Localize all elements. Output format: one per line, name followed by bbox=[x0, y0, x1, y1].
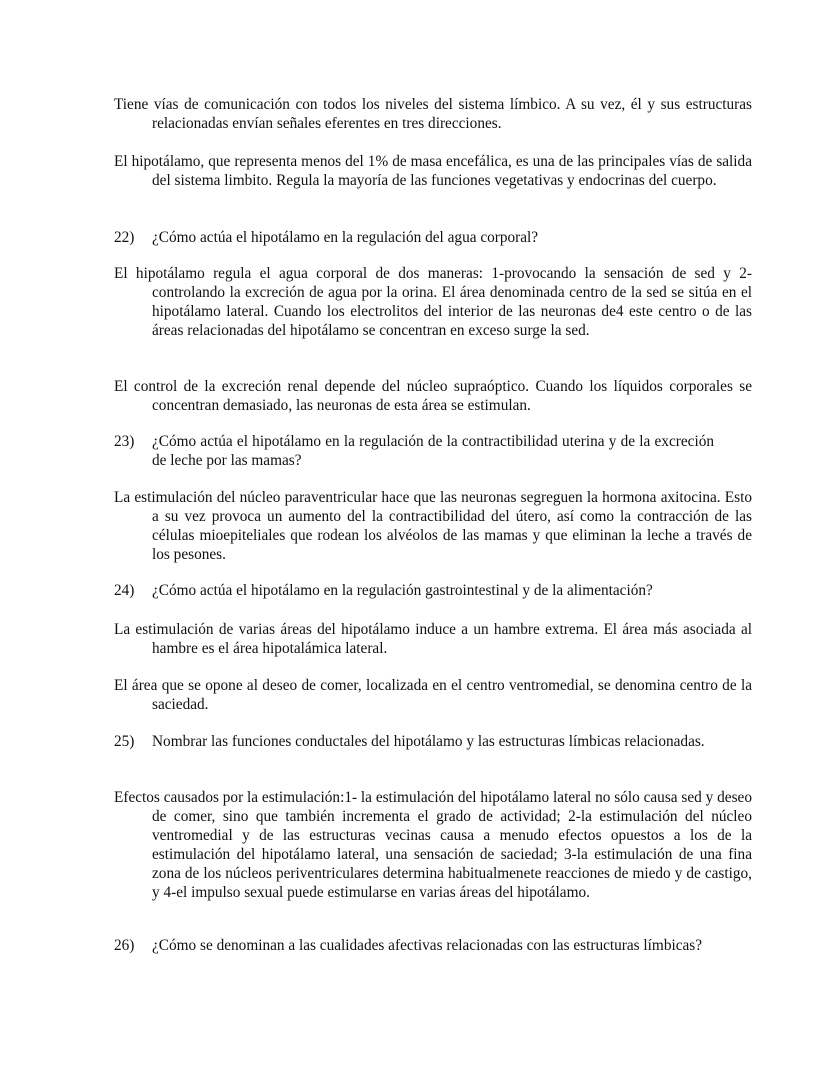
question-number: 24) bbox=[114, 582, 135, 599]
question-number: 23) bbox=[114, 433, 135, 450]
question-number: 25) bbox=[114, 733, 135, 750]
question-number: 26) bbox=[114, 937, 135, 954]
paragraph: El hipotálamo regula el agua corporal de dos maneras: 1-provocando la sensación de sed y 2- controlando la excreción de agua por la orina. El área denominada centro de la sed se sitúa en el hipotálamo lateral. Cuando los electrolitos del interior de las neuronas de4 este centro o de las áreas relacionadas del hipotálamo se concentran en exceso surge la sed. bbox=[114, 265, 752, 339]
question-23 bbox=[114, 432, 714, 470]
paragraph: Tiene vías de comunicación con todos los niveles del sistema límbico. A su vez, él y sus estructuras relacionadas envían señales eferentes en tres direcciones. bbox=[114, 96, 752, 132]
paragraph: La estimulación del núcleo paraventricular hace que las neuronas segreguen la hormona axitocina. Esto a su vez provoca un aumento del la contractibilidad del útero, así como la contracción de las células mioepiteliales que rodean los alvéolos de las mamas y que eliminan la leche a través de los pesones. bbox=[114, 489, 752, 563]
question-25 bbox=[114, 732, 714, 751]
question-number: 22) bbox=[114, 229, 135, 246]
question-24 bbox=[114, 581, 714, 600]
paragraph: La estimulación de varias áreas del hipotálamo induce a un hambre extrema. El área más asociada al hambre es el área hipotalámica lateral. bbox=[114, 621, 752, 657]
question-text: Nombrar las funciones conductales del hipotálamo y las estructuras límbicas relacionadas. bbox=[152, 733, 705, 750]
question-22 bbox=[114, 228, 714, 247]
question-text: ¿Cómo actúa el hipotálamo en la regulación del agua corporal? bbox=[152, 229, 539, 246]
paragraph: Efectos causados por la estimulación:1- la estimulación del hipotálamo lateral no sólo causa sed y deseo de comer, sino que también incrementa el grado de actividad; 2-la estimulación del núcleo ventromedial y de las estructuras vecinas causa a menudo efectos opuestos a los de la estimulación del hipotálamo lateral, una sensación de saciedad; 3-la estimulación de una fina zona de los núcleos periventriculares determina habitualmenete reacciones de miedo y de castigo, y 4-el impulso sexual puede estimularse en varias áreas del hipotálamo. bbox=[114, 789, 752, 901]
paragraph: El control de la excreción renal depende del núcleo supraóptico. Cuando los líquidos corporales se concentran demasiado, las neuronas de esta área se estimulan. bbox=[114, 378, 752, 414]
question-text: ¿Cómo se denominan a las cualidades afectivas relacionadas con las estructuras límbicas? bbox=[152, 937, 703, 954]
question-26 bbox=[114, 936, 714, 955]
question-text: ¿Cómo actúa el hipotálamo en la regulación gastrointestinal y de la alimentación? bbox=[152, 582, 653, 599]
paragraph: El hipotálamo, que representa menos del 1% de masa encefálica, es una de las principales vías de salida del sistema limbito. Regula la mayoría de las funciones vegetativas y endocrinas del cuerpo. bbox=[114, 153, 752, 189]
question-text: ¿Cómo actúa el hipotálamo en la regulación de la contractibilidad uterina y de la excreción de leche por las mamas? bbox=[152, 433, 714, 469]
paragraph: El área que se opone al deseo de comer, localizada en el centro ventromedial, se denomina centro de la saciedad. bbox=[114, 677, 752, 713]
